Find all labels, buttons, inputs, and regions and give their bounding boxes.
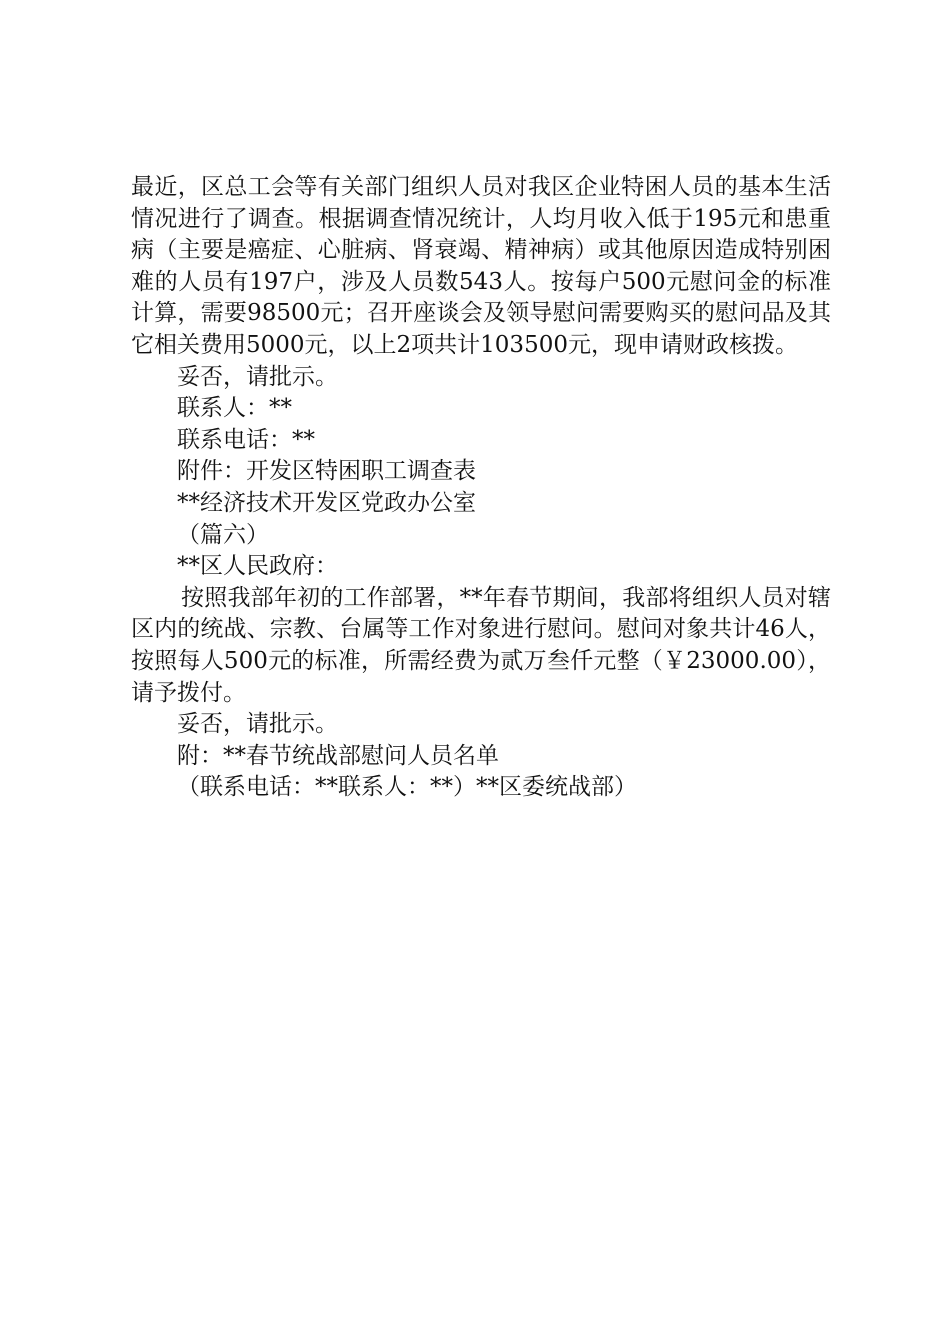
section-heading-part-six: （篇六） xyxy=(177,521,269,548)
approval-request-line: 妥否，请批示。 xyxy=(177,363,338,390)
contact-phone-line: 联系电话：** xyxy=(177,426,315,453)
contact-person-line: 联系人：** xyxy=(177,395,292,422)
body-paragraph-condolence-plan: 按照我部年初的工作部署，**年春节期间，我部将组织人员对辖区内的统战、宗教、台属等工作对象进行慰问。慰问对象共计46人，按照每人500元的标准，所需经费为贰万叁仟元整（￥23000.00），请予拨付。 xyxy=(131,584,831,706)
issuer-office-line: **经济技术开发区党政办公室 xyxy=(177,489,476,516)
attachment-line: 附件：开发区特困职工调查表 xyxy=(177,458,476,485)
approval-request-line-2: 妥否，请批示。 xyxy=(177,711,338,738)
addressee-line: **区人民政府： xyxy=(177,553,338,580)
contact-and-issuer-line: （联系电话：**联系人：**）**区委统战部） xyxy=(177,774,637,801)
document-body xyxy=(131,172,831,804)
attachment-line-2: 附：**春节统战部慰问人员名单 xyxy=(177,742,499,769)
body-paragraph-funding-request: 最近，区总工会等有关部门组织人员对我区企业特困人员的基本生活情况进行了调查。根据调查情况统计，人均月收入低于195元和患重病（主要是癌症、心脏病、肾衰竭、精神病）或其他原因造成特别困难的人员有197户，涉及人员数543人。按每户500元慰问金的标准计算，需要98500元；召开座谈会及领导慰问需要购买的慰问品及其它相关费用5000元，以上2项共计103500元，现申请财政核拨。 xyxy=(131,174,831,358)
